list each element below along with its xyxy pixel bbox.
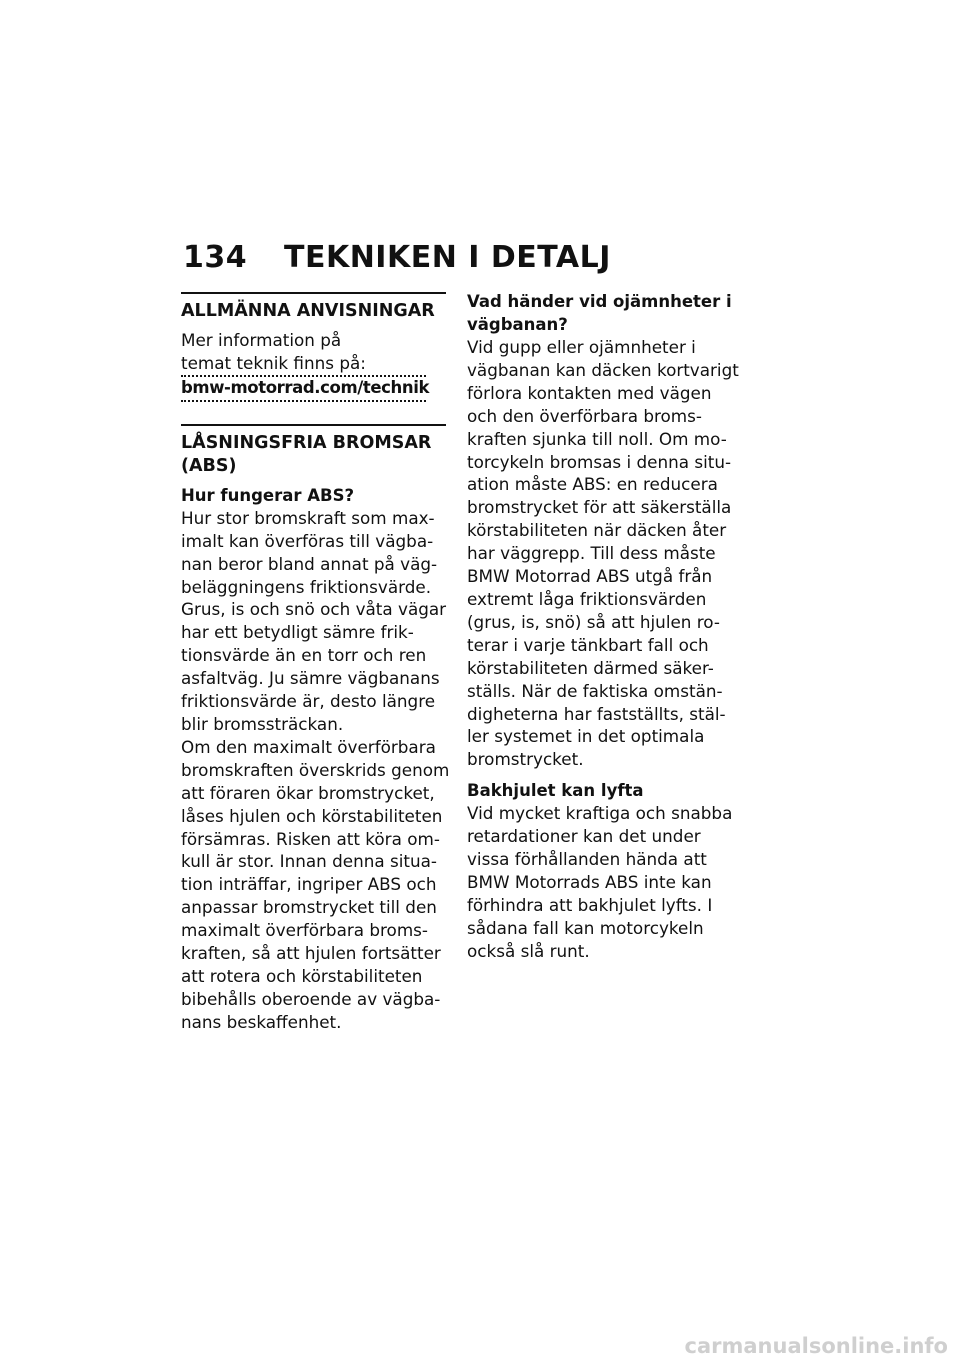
general-title: ALLMÄNNA ANVISNINGAR xyxy=(181,301,435,321)
technik-link[interactable]: bmw-motorrad.com/technik xyxy=(181,375,426,402)
how-abs-heading: Hur fungerar ABS? xyxy=(181,485,355,505)
page-header xyxy=(183,240,611,275)
bumps-heading: Vad händer vid ojämnheter i vägbanan? xyxy=(467,292,732,334)
general-text: Mer information på temat teknik finns på: xyxy=(181,330,366,373)
bumps-paragraph: Vid gupp eller ojämnheter i vägbanan kan däcken kortvarigt förlora kontakten med vägen och den överförbara broms- kraften sjunka till noll. Om mo- torcykeln bromsas i denna situ- ation måste ABS: en reducera bromstrycket för att säkerställa körstabiliteten när däcken åter har väggrepp. Till dess måste BMW Motorrad ABS utgå från extremt låga friktionsvärden (grus, is, snö) så att hjulen ro- terar i varje tänkbart fall och körstabiliteten därmed säker- ställs. När de faktiska omstän- digheterna har fastställts, stäl- ler systemet in det optimala bromstrycket. xyxy=(467,337,739,770)
section-title-general xyxy=(181,292,446,323)
left-column xyxy=(181,292,453,1034)
watermark: carmanualsonline.info xyxy=(684,1334,948,1358)
how-abs-paragraph-1: Hur stor bromskraft som max- imalt kan överföras till vägba- nan beror bland annat på väg- beläggningens friktionsvärde. Grus, is och snö och våta vägar har ett betydligt sämre frik- tionsvärde än en torr och ren asfaltväg. Ju sämre vägbanans friktionsvärde är, desto längre blir bromssträckan. xyxy=(181,507,447,734)
section-title-abs: LÅSNINGSFRIA BROMSAR (ABS) xyxy=(181,424,446,478)
rear-wheel-paragraph: Vid mycket kraftiga och snabba retardationer kan det under vissa förhållanden hända att BMW Motorrads ABS inte kan förhindra att bakhjulet lyfts. I sådana fall kan motorcykeln också slå runt. xyxy=(467,803,733,961)
chapter-title: TEKNIKEN I DETALJ xyxy=(284,240,611,275)
rear-wheel-heading: Bakhjulet kan lyfta xyxy=(467,781,644,801)
page-number: 134 xyxy=(183,240,248,275)
how-abs-paragraph-2: Om den maximalt överförbara bromskraften överskrids genom att föraren ökar bromstrycket, låses hjulen och körstabiliteten försämras. Risken att köra om- kull är stor. Innan denna situa- tion inträffar, ingriper ABS och anpassar bromstrycket till den maximalt överförbara broms- kraften, så att hjulen fortsätter att rotera och körstabiliteten bibehålls oberoende av vägba- nans beskaffenhet. xyxy=(181,736,450,1032)
right-column xyxy=(467,290,739,963)
